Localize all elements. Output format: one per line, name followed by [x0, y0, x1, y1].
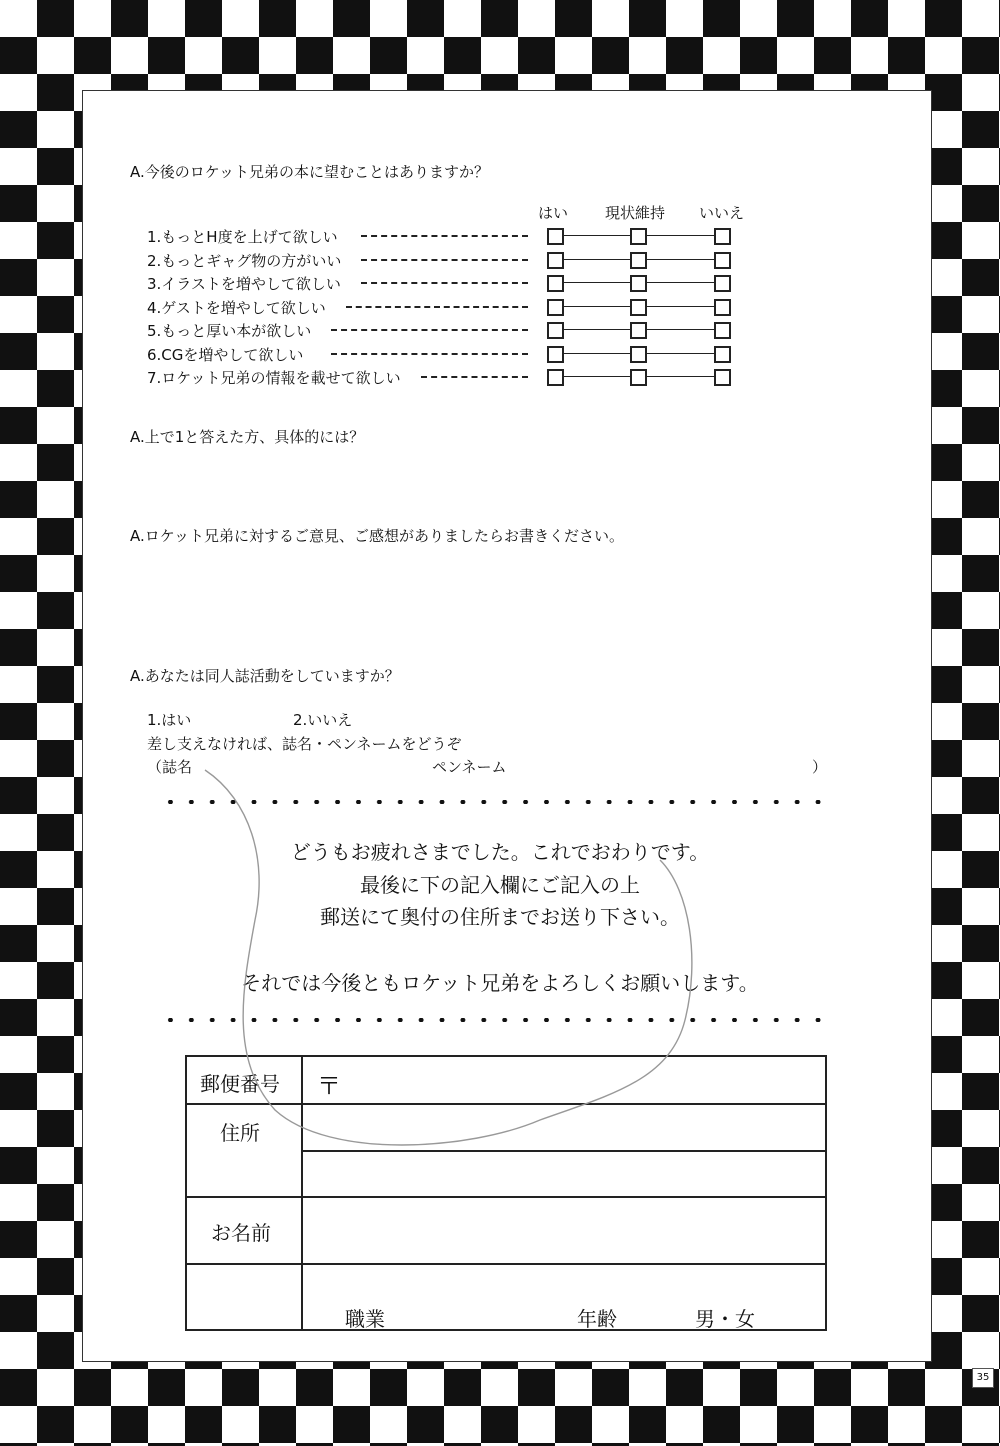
- penname-note: 差し支えなければ、誌名・ペンネームをどうぞ: [147, 735, 462, 753]
- circle-name-label: （誌名: [147, 758, 193, 776]
- question-4-title: A.あなたは同人誌活動をしていますか？: [130, 667, 400, 685]
- message-line-2: 最後に下の記入欄にご記入の上: [360, 873, 640, 897]
- item-label: 4.ゲストを増やして欲しい: [147, 299, 326, 317]
- page-number: 35: [972, 1368, 994, 1388]
- item-label: 5.もっと厚い本が欲しい: [147, 322, 312, 340]
- item-label: 1.もっとH度を上げて欲しい: [147, 228, 338, 246]
- message-line-1: どうもお疲れさまでした。これでおわりです。: [290, 840, 710, 864]
- postal-mark-icon: 〒: [317, 1072, 341, 1100]
- item-label: 2.もっとギャグ物の方がいい: [147, 252, 342, 270]
- item-label: 7.ロケット兄弟の情報を載せて欲しい: [147, 369, 401, 387]
- gender-label: 男・女: [695, 1307, 755, 1331]
- header-yes: はい: [538, 204, 569, 222]
- penname-label: ペンネーム: [432, 758, 507, 776]
- question-3-title: A.ロケット兄弟に対するご意見、ご感想がありましたらお書きください。: [130, 527, 625, 545]
- age-label: 年齢: [577, 1307, 617, 1331]
- option-no[interactable]: 2.いいえ: [293, 711, 353, 729]
- postal-code-label: 郵便番号: [200, 1072, 280, 1096]
- header-no: いいえ: [699, 204, 745, 222]
- question-2-title: A.上で1と答えた方、具体的には？: [130, 428, 365, 446]
- address-label: 住所: [220, 1121, 260, 1145]
- message-line-3: 郵送にて奥付の住所までお送り下さい。: [320, 905, 680, 929]
- job-label: 職業: [345, 1307, 385, 1331]
- name-label: お名前: [211, 1221, 271, 1245]
- item-label: 3.イラストを増やして欲しい: [147, 275, 341, 293]
- option-yes[interactable]: 1.はい: [147, 711, 192, 729]
- close-paren: ）: [812, 758, 828, 776]
- header-keep: 現状維持: [605, 204, 666, 222]
- item-label: 6.CGを増やして欲しい: [147, 346, 304, 364]
- question-1-title: A.今後のロケット兄弟の本に望むことはありますか？: [130, 163, 490, 181]
- message-line-4: それでは今後ともロケット兄弟をよろしくお願いします。: [241, 971, 759, 995]
